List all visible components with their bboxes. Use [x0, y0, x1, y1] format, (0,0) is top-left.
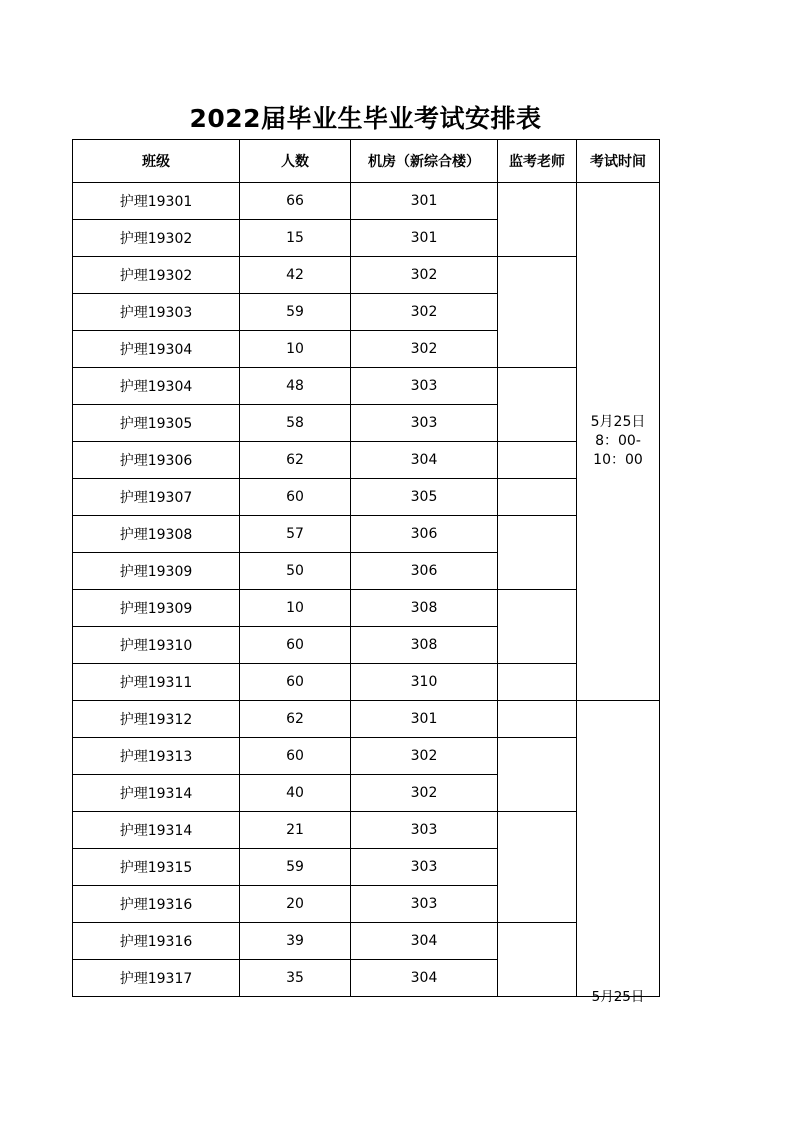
table-row: [73, 516, 660, 553]
count-cell: 60: [240, 738, 351, 775]
table-row: [73, 257, 660, 294]
class-cell: 护理19312: [73, 701, 240, 738]
header-time: 考试时间: [577, 140, 660, 183]
class-cell: 护理19304: [73, 331, 240, 368]
room-cell: 310: [351, 664, 498, 701]
class-cell: 护理19309: [73, 553, 240, 590]
class-cell: 护理19309: [73, 590, 240, 627]
room-cell: 303: [351, 849, 498, 886]
proctor-cell: [498, 257, 577, 368]
table-row: [73, 590, 660, 627]
count-cell: 50: [240, 553, 351, 590]
proctor-cell: [498, 664, 577, 701]
count-cell: 60: [240, 664, 351, 701]
exam-time-cell: [577, 701, 660, 1005]
count-cell: 60: [240, 627, 351, 664]
class-cell: 护理19305: [73, 405, 240, 442]
class-cell: 护理19315: [73, 849, 240, 886]
count-cell: 62: [240, 442, 351, 479]
room-cell: 301: [351, 701, 498, 738]
proctor-cell: [498, 738, 577, 812]
table-row: [73, 368, 660, 405]
room-cell: 308: [351, 590, 498, 627]
proctor-cell: [498, 442, 577, 479]
count-cell: 62: [240, 701, 351, 738]
room-cell: 302: [351, 775, 498, 812]
count-cell: 15: [240, 220, 351, 257]
class-cell: 护理19306: [73, 442, 240, 479]
count-cell: 21: [240, 812, 351, 849]
table-row: [73, 701, 660, 738]
room-cell: 306: [351, 553, 498, 590]
header-proctor: 监考老师: [498, 140, 577, 183]
exam-schedule-table: [72, 139, 660, 1005]
count-cell: 57: [240, 516, 351, 553]
room-cell: 303: [351, 886, 498, 923]
room-cell: 302: [351, 331, 498, 368]
count-cell: 59: [240, 294, 351, 331]
room-cell: 303: [351, 812, 498, 849]
table-row: [73, 479, 660, 516]
table-row: [73, 664, 660, 701]
table-row: [73, 183, 660, 220]
class-cell: 护理19311: [73, 664, 240, 701]
proctor-cell: [498, 516, 577, 590]
room-cell: 304: [351, 442, 498, 479]
proctor-cell: [498, 479, 577, 516]
exam-time-from: 8：00-: [595, 433, 641, 449]
class-cell: 护理19316: [73, 923, 240, 960]
count-cell: 40: [240, 775, 351, 812]
count-cell: 66: [240, 183, 351, 220]
proctor-cell: [498, 590, 577, 664]
count-cell: 20: [240, 886, 351, 923]
room-cell: 305: [351, 479, 498, 516]
exam-date: 5月25日: [591, 989, 645, 1005]
room-cell: 302: [351, 257, 498, 294]
proctor-cell: [498, 701, 577, 738]
count-cell: 42: [240, 257, 351, 294]
room-cell: 304: [351, 923, 498, 960]
count-cell: 10: [240, 331, 351, 368]
table-row: [73, 442, 660, 479]
room-cell: 304: [351, 960, 498, 997]
header-count: 人数: [240, 140, 351, 183]
table-row: [73, 738, 660, 775]
count-cell: 39: [240, 923, 351, 960]
page-title: 2022届毕业生毕业考试安排表: [189, 104, 542, 133]
proctor-cell: [498, 183, 577, 257]
room-cell: 301: [351, 220, 498, 257]
room-cell: 301: [351, 183, 498, 220]
class-cell: 护理19316: [73, 886, 240, 923]
room-cell: 306: [351, 516, 498, 553]
exam-time-to: 10：00: [593, 452, 643, 468]
class-cell: 护理19304: [73, 368, 240, 405]
class-cell: 护理19303: [73, 294, 240, 331]
table-row: [73, 923, 660, 960]
proctor-cell: [498, 923, 577, 997]
count-cell: 59: [240, 849, 351, 886]
class-cell: 护理19314: [73, 812, 240, 849]
room-cell: 308: [351, 627, 498, 664]
count-cell: 10: [240, 590, 351, 627]
proctor-cell: [498, 812, 577, 923]
header-room: 机房（新综合楼）: [351, 140, 498, 183]
room-cell: 302: [351, 738, 498, 775]
class-cell: 护理19307: [73, 479, 240, 516]
table-row: [73, 812, 660, 849]
header-class: 班级: [73, 140, 240, 183]
count-cell: 35: [240, 960, 351, 997]
room-cell: 302: [351, 294, 498, 331]
class-cell: 护理19302: [73, 220, 240, 257]
class-cell: 护理19301: [73, 183, 240, 220]
exam-time-cell: [577, 183, 660, 701]
header-row: [73, 140, 660, 183]
class-cell: 护理19317: [73, 960, 240, 997]
exam-date: 5月25日: [590, 414, 646, 430]
exam-schedule-sheet: [72, 139, 659, 1024]
class-cell: 护理19308: [73, 516, 240, 553]
room-cell: 303: [351, 405, 498, 442]
count-cell: 48: [240, 368, 351, 405]
room-cell: 303: [351, 368, 498, 405]
count-cell: 58: [240, 405, 351, 442]
class-cell: 护理19310: [73, 627, 240, 664]
class-cell: 护理19313: [73, 738, 240, 775]
count-cell: 60: [240, 479, 351, 516]
class-cell: 护理19302: [73, 257, 240, 294]
proctor-cell: [498, 368, 577, 442]
class-cell: 护理19314: [73, 775, 240, 812]
